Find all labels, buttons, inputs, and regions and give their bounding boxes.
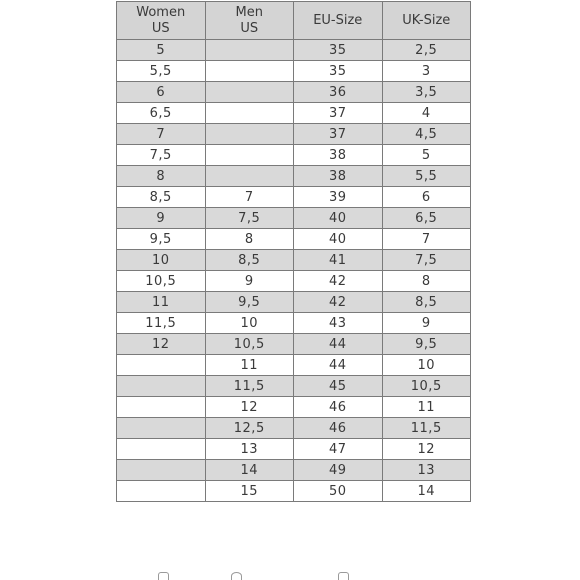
header-uk-size: [382, 2, 471, 40]
cell-women-us: 7: [117, 124, 206, 145]
cell-men-us: 7,5: [205, 208, 294, 229]
cell-eu-size: 43: [294, 313, 383, 334]
cell-eu-size: 38: [294, 166, 383, 187]
cell-men-us: [205, 145, 294, 166]
cell-eu-size: 35: [294, 40, 383, 61]
table-row: [117, 334, 471, 355]
cell-men-us: 8,5: [205, 250, 294, 271]
table-row: [117, 292, 471, 313]
cell-uk-size: 6,5: [382, 208, 471, 229]
cell-women-us: [117, 376, 206, 397]
cell-men-us: [205, 124, 294, 145]
cell-men-us: 9,5: [205, 292, 294, 313]
cell-uk-size: 11: [382, 397, 471, 418]
cell-uk-size: 3,5: [382, 82, 471, 103]
table-header-row: [117, 2, 471, 40]
cell-women-us: [117, 397, 206, 418]
cell-men-us: 10: [205, 313, 294, 334]
cell-eu-size: 45: [294, 376, 383, 397]
header-women-us: [117, 2, 206, 40]
cell-men-us: 13: [205, 439, 294, 460]
cell-uk-size: 10: [382, 355, 471, 376]
cell-women-us: [117, 481, 206, 502]
cell-uk-size: 11,5: [382, 418, 471, 439]
folder-icon[interactable]: [338, 572, 349, 580]
header-men-us: [205, 2, 294, 40]
cell-women-us: 6,5: [117, 103, 206, 124]
cell-uk-size: 14: [382, 481, 471, 502]
cell-uk-size: 8: [382, 271, 471, 292]
bottom-icon-strip: [0, 572, 580, 580]
table-row: [117, 397, 471, 418]
cell-men-us: 15: [205, 481, 294, 502]
header-eu-size-label: EU-Size: [313, 12, 363, 28]
table-row: [117, 481, 471, 502]
cell-uk-size: 7: [382, 229, 471, 250]
table-row: [117, 250, 471, 271]
table-row: [117, 376, 471, 397]
cell-women-us: 5,5: [117, 61, 206, 82]
cell-men-us: [205, 166, 294, 187]
cell-men-us: 14: [205, 460, 294, 481]
cell-uk-size: 8,5: [382, 292, 471, 313]
table-row: [117, 145, 471, 166]
table-row: [117, 313, 471, 334]
cell-women-us: [117, 355, 206, 376]
cell-women-us: 6: [117, 82, 206, 103]
cell-women-us: 9,5: [117, 229, 206, 250]
cell-uk-size: 7,5: [382, 250, 471, 271]
cell-women-us: 10: [117, 250, 206, 271]
header-women-us-label: Women US: [136, 4, 186, 36]
header-uk-size-label: UK-Size: [402, 12, 451, 28]
cell-uk-size: 9,5: [382, 334, 471, 355]
cell-eu-size: 39: [294, 187, 383, 208]
cell-women-us: 5: [117, 40, 206, 61]
cell-uk-size: 3: [382, 61, 471, 82]
cell-uk-size: 6: [382, 187, 471, 208]
cell-uk-size: 5: [382, 145, 471, 166]
cell-men-us: 8: [205, 229, 294, 250]
cell-uk-size: 9: [382, 313, 471, 334]
cell-eu-size: 49: [294, 460, 383, 481]
header-men-us-label: Men US: [235, 4, 263, 36]
cell-eu-size: 40: [294, 208, 383, 229]
cell-men-us: 12,5: [205, 418, 294, 439]
cell-uk-size: 5,5: [382, 166, 471, 187]
cell-men-us: 11: [205, 355, 294, 376]
header-eu-size: [294, 2, 383, 40]
cell-eu-size: 44: [294, 355, 383, 376]
table-row: [117, 460, 471, 481]
cell-women-us: 10,5: [117, 271, 206, 292]
cell-uk-size: 13: [382, 460, 471, 481]
info-icon[interactable]: [231, 572, 242, 580]
cell-uk-size: 4,5: [382, 124, 471, 145]
table-row: [117, 208, 471, 229]
cell-men-us: [205, 82, 294, 103]
cell-women-us: [117, 439, 206, 460]
cell-men-us: 10,5: [205, 334, 294, 355]
cell-men-us: [205, 40, 294, 61]
cell-eu-size: 35: [294, 61, 383, 82]
table-row: [117, 439, 471, 460]
table-row: [117, 166, 471, 187]
cell-uk-size: 2,5: [382, 40, 471, 61]
cell-women-us: 8: [117, 166, 206, 187]
table-row: [117, 418, 471, 439]
cell-uk-size: 12: [382, 439, 471, 460]
cell-eu-size: 46: [294, 397, 383, 418]
table-row: [117, 124, 471, 145]
cell-eu-size: 41: [294, 250, 383, 271]
cell-men-us: 7: [205, 187, 294, 208]
cell-men-us: 9: [205, 271, 294, 292]
table-row: [117, 103, 471, 124]
cell-eu-size: 38: [294, 145, 383, 166]
table-row: [117, 187, 471, 208]
cell-uk-size: 10,5: [382, 376, 471, 397]
table-row: [117, 355, 471, 376]
table-row: [117, 61, 471, 82]
cell-eu-size: 44: [294, 334, 383, 355]
cell-eu-size: 50: [294, 481, 383, 502]
table-row: [117, 82, 471, 103]
cell-eu-size: 42: [294, 292, 383, 313]
cell-men-us: 12: [205, 397, 294, 418]
folder-icon[interactable]: [158, 572, 169, 580]
cell-eu-size: 42: [294, 271, 383, 292]
table-row: [117, 229, 471, 250]
cell-women-us: 7,5: [117, 145, 206, 166]
cell-women-us: 11: [117, 292, 206, 313]
cell-men-us: [205, 61, 294, 82]
cell-men-us: [205, 103, 294, 124]
cell-eu-size: 37: [294, 103, 383, 124]
cell-women-us: 11,5: [117, 313, 206, 334]
cell-women-us: 8,5: [117, 187, 206, 208]
cell-uk-size: 4: [382, 103, 471, 124]
table-row: [117, 271, 471, 292]
cell-eu-size: 40: [294, 229, 383, 250]
cell-men-us: 11,5: [205, 376, 294, 397]
cell-eu-size: 37: [294, 124, 383, 145]
cell-women-us: 9: [117, 208, 206, 229]
cell-women-us: [117, 418, 206, 439]
cell-eu-size: 36: [294, 82, 383, 103]
cell-women-us: [117, 460, 206, 481]
cell-women-us: 12: [117, 334, 206, 355]
shoe-size-table: [116, 1, 471, 502]
cell-eu-size: 47: [294, 439, 383, 460]
cell-eu-size: 46: [294, 418, 383, 439]
table-row: [117, 40, 471, 61]
